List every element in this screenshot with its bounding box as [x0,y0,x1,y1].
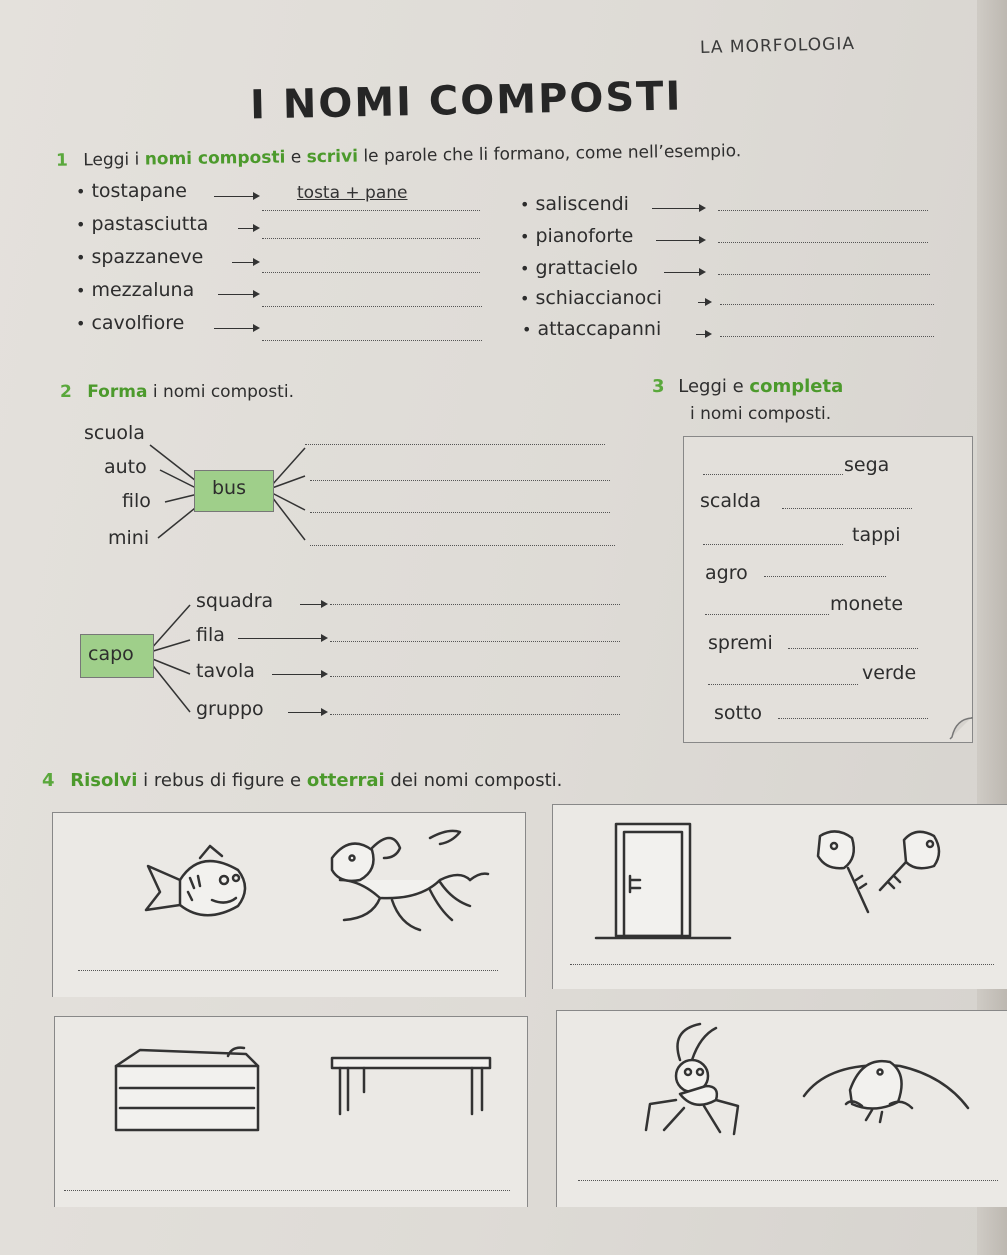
ex1-text-b: nomi composti [144,147,286,170]
ex2-word-scuola: scuola [84,422,145,444]
fish-icon [146,846,245,915]
exercise-2-number: 2 [60,382,72,402]
ex1-word-left: • mezzaluna [76,279,194,301]
ex3-item: sotto [714,702,763,724]
ex1-word-left: • tostapane [76,180,187,202]
ex1-word-left: • spazzaneve [76,246,203,268]
ex1-word-right: • schiaccianoci [520,287,662,309]
ex2-word-filo: filo [122,490,151,512]
ex2-word-fila: fila [196,624,225,646]
exercise-3-number: 3 [652,376,665,397]
ex3-text-a: Leggi e [678,376,750,397]
cricket-icon [646,1024,738,1134]
ex3-item: agro [705,562,748,584]
ex2-word-tavola: tavola [196,660,255,682]
exercise-3-instruction-line2: i nomi composti. [690,404,832,424]
ex4-text-c: otterrai [306,770,385,791]
ex2-word-mini: mini [108,527,150,549]
dog-icon [332,831,488,930]
ex3-item: monete [830,593,904,615]
ex4-text-b: i rebus di figure e [137,770,307,791]
ex4-text-d: dei nomi composti. [384,770,563,791]
exercise-1-number: 1 [55,150,69,171]
ex3-item: tappi [852,524,901,546]
ex2-text-a: Forma [87,382,148,402]
mole-icon [804,1061,968,1122]
ex1-word-left: • pastasciutta [76,213,208,235]
ex2-word-auto: auto [104,456,147,478]
ex1-example-answer: tosta + pane [297,183,408,203]
ex3-item: sega [844,454,890,476]
door-icon [596,824,730,938]
ex1-text-a: Leggi i [83,149,145,171]
page-title: I NOMI COMPOSTI [249,73,683,129]
ex4-text-a: Risolvi [70,770,138,791]
ex1-text-e: le parole che li formano, come nell’esempio. [357,141,742,167]
ex1-text-c: e [285,147,307,168]
ex3-text-b: completa [749,376,844,397]
crate-icon [116,1048,258,1130]
ex2-word-capo: capo [88,643,134,665]
bench-icon [332,1058,490,1114]
exercise-4-number: 4 [42,770,55,791]
ex1-word-right: • pianoforte [520,225,633,247]
ex1-text-d: scrivi [306,146,359,168]
ex1-word-right: • grattacielo [520,257,638,279]
ex1-word-right: • attaccapanni [522,318,661,340]
ex2-word-gruppo: gruppo [196,698,264,720]
section-label: LA MORFOLOGIA [699,33,856,59]
ex2-word-squadra: squadra [196,590,274,612]
ex1-word-right: • saliscendi [520,193,629,215]
keys-icon [818,831,939,912]
ex2-center-word: bus [212,477,247,499]
ex2-text-b: i nomi composti. [147,382,294,402]
ex3-item: spremi [708,632,773,654]
ex3-item: scalda [700,490,761,512]
ex3-item: verde [862,662,917,684]
ex1-word-left: • cavolfiore [76,312,184,334]
